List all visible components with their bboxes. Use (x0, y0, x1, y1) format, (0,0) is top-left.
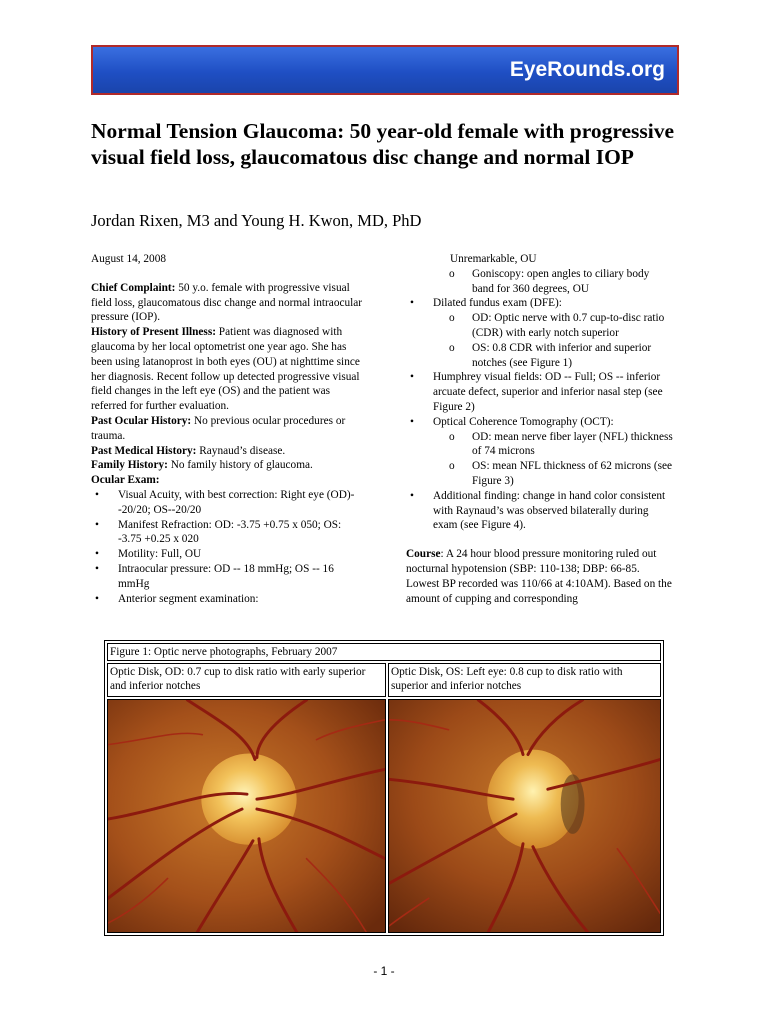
bullet-icon: • (95, 548, 99, 561)
list-item (406, 311, 674, 341)
circle-bullet-icon: o (449, 460, 455, 473)
list-item (406, 370, 674, 414)
od-fundus-photo (107, 699, 386, 933)
course-text: : A 24 hour blood pressure monitoring ruled out nocturnal hypotension (SBP: 110-138; DBP: 66-85. Lowest BP recorded was 110/66 at 4:10AM). Based on the amount of cupping and corresponding (406, 548, 672, 605)
bullet-icon: • (95, 518, 99, 531)
figure-caption: Figure 1: Optic nerve photographs, February 2007 (107, 643, 661, 661)
course-label: Course (406, 548, 441, 561)
hpi-text: Patient was diagnosed with glaucoma by her local optometrist one year ago. She has been using latanoprost in both eyes (OU) at nighttime since her diagnosis. Recent follow up detected progressive visual field changes in the left eye (OS) and the patient was referred for further evaluation. (91, 326, 360, 413)
bullet-icon: • (410, 371, 414, 384)
list-item-text: Motility: Full, OU (118, 548, 202, 561)
past-ocular-history (91, 414, 363, 444)
figure-1-table (104, 640, 664, 936)
list-item (91, 518, 363, 548)
list-item (91, 547, 363, 562)
document-title: Normal Tension Glaucoma: 50 year-old female with progressive visual field loss, glaucomatous disc change and normal IOP (91, 119, 675, 169)
os-caption: Optic Disk, OS: Left eye: 0.8 cup to disk ratio with superior and inferior notches (388, 663, 661, 697)
poh-text: No previous ocular procedures or trauma. (91, 414, 346, 442)
past-medical-history (91, 444, 363, 459)
course-paragraph (406, 547, 674, 606)
list-item-text: Humphrey visual fields: OD -- Full; OS -- inferior arcuate defect, superior and inferior nasal step (see Figure 2) (433, 371, 663, 413)
fh-label: Family History: (91, 459, 168, 472)
list-item (406, 459, 674, 489)
pmh-text: Raynaud’s disease. (196, 444, 286, 457)
fh-text: No family history of glaucoma. (167, 459, 313, 472)
list-item (406, 296, 674, 311)
list-item-text: OS: 0.8 CDR with inferior and superior notches (see Figure 1) (472, 341, 652, 369)
bullet-icon: • (95, 562, 99, 575)
list-item (406, 430, 674, 460)
history-present-illness (91, 325, 363, 414)
authors-line: Jordan Rixen, M3 and Young H. Kwon, MD, PhD (91, 211, 422, 230)
list-item-text: Manifest Refraction: OD: -3.75 +0.75 x 050; OS: -3.75 +0.25 x 020 (118, 518, 342, 546)
bullet-icon: • (95, 592, 99, 605)
list-item-text: Anterior segment examination: (118, 592, 259, 605)
list-item-text: Intraocular pressure: OD -- 18 mmHg; OS -- 16 mmHg (118, 562, 334, 590)
list-item-text: Dilated fundus exam (DFE): (433, 297, 562, 310)
list-item-text: Optical Coherence Tomography (OCT): (433, 415, 614, 428)
exam-sublist (406, 267, 674, 533)
os-fundus-photo (388, 699, 661, 933)
circle-bullet-icon: o (449, 430, 455, 443)
circle-bullet-icon: o (449, 312, 455, 325)
chief-complaint-text: 50 y.o. female with progressive visual field loss, glaucomatous disc change and normal intraocular pressure (IOP). (91, 281, 363, 324)
circle-bullet-icon: o (449, 267, 455, 280)
ocular-exam-heading (91, 473, 363, 488)
pmh-label: Past Medical History: (91, 444, 197, 457)
list-item-text: OD: Optic nerve with 0.7 cup-to-disc ratio (CDR) with early notch superior (472, 312, 665, 339)
ocular-exam-list (91, 488, 363, 606)
eyerounds-logo: EyeRounds.org (509, 58, 665, 81)
poh-label: Past Ocular History: (91, 414, 192, 427)
list-item (91, 562, 363, 592)
circle-bullet-icon: o (449, 341, 455, 354)
anterior-segment-continuation: Unremarkable, OU (450, 253, 537, 265)
date: August 14, 2008 (91, 253, 167, 265)
list-item-text: Visual Acuity, with best correction: Right eye (OD)--20/20; OS--20/20 (118, 488, 355, 516)
list-item-text: OS: mean NFL thickness of 62 microns (see Figure 3) (472, 460, 673, 487)
bullet-icon: • (410, 415, 414, 428)
list-item (406, 341, 674, 371)
eyerounds-banner (91, 45, 679, 95)
list-item (91, 592, 363, 607)
chief-complaint (91, 281, 363, 325)
od-caption: Optic Disk, OD: 0.7 cup to disk ratio with early superior and inferior notches (107, 663, 386, 697)
right-column (406, 252, 674, 606)
family-history (91, 458, 363, 473)
chief-complaint-label: Chief Complaint: (91, 281, 176, 294)
bullet-icon: • (410, 297, 414, 310)
ocular-exam-label: Ocular Exam: (91, 474, 160, 487)
list-item-text: OD: mean nerve fiber layer (NFL) thickness of 74 microns (472, 430, 673, 458)
left-column (91, 252, 363, 606)
list-item-text: Additional finding: change in hand color consistent with Raynaud’s was observed bilaterally during exam (see Figure 4). (433, 489, 666, 532)
list-item-text: Goniscopy: open angles to ciliary body band for 360 degrees, OU (472, 267, 650, 295)
hpi-label: History of Present Illness: (91, 326, 216, 339)
list-item (406, 489, 674, 533)
bullet-icon: • (95, 488, 99, 501)
list-item (91, 488, 363, 518)
page-number: - 1 - (373, 964, 395, 978)
list-item (406, 415, 674, 430)
list-item (406, 267, 674, 297)
bullet-icon: • (410, 489, 414, 502)
